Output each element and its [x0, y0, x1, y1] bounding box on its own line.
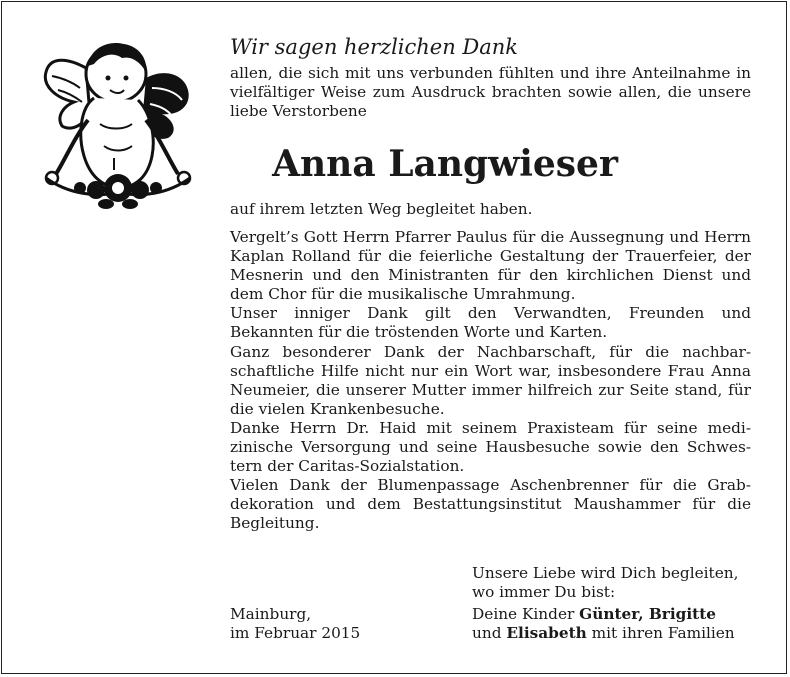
signature-names: Elisabeth	[506, 624, 587, 643]
signature-line-2	[472, 624, 735, 643]
thanks-paragraph: Vielen Dank der Blumenpassage Aschenbrenner für die Grabdekoration und dem Bestattungsinstitut Maushammer für die Begleitung.	[230, 476, 751, 533]
deceased-name: Anna Langwieser	[272, 143, 618, 185]
signature-prefix: Deine Kinder	[472, 605, 580, 623]
after-name-text: auf ihrem letzten Weg begleitet haben.	[230, 200, 533, 218]
signature-line-1	[472, 605, 735, 624]
notice-heading: Wir sagen herzlichen Dank	[230, 35, 519, 59]
place-date	[230, 605, 360, 643]
thanks-paragraph: Ganz besonderer Dank der Nachbarschaft, für die nachbarschaftliche Hilfe nicht nur ein Wort war, insbesondere Frau Anna Neumeier, die unserer Mutter immer hilfreich zur Seite stand, für die vielen Krankenbesuche.	[230, 342, 751, 418]
cherub-angel-icon	[28, 28, 208, 220]
signature-prefix: und	[472, 624, 507, 643]
place: Mainburg,	[230, 605, 312, 623]
closing-line: Unsere Liebe wird Dich begleiten,	[472, 564, 739, 582]
signature-suffix: mit ihren Familien	[586, 624, 735, 643]
date: im Februar 2015	[230, 624, 361, 643]
signature	[472, 605, 735, 643]
closing-line: wo immer Du bist:	[472, 583, 616, 602]
closing-verse	[472, 564, 738, 602]
thanks-paragraph: Danke Herrn Dr. Haid mit seinem Praxisteam für seine medizinische Versorgung und seine Hausbesuche sowie den Schwestern der Caritas-Sozialstation.	[230, 418, 751, 476]
intro-text: allen, die sich mit uns verbunden fühlten und ihre Anteilnahme in vielfältiger Weise zum Ausdruck brachten sowie allen, die unsere liebe Verstorbene	[230, 64, 751, 121]
signature-names: Günter, Brigitte	[579, 605, 717, 623]
thanks-paragraph: Unser inniger Dank gilt den Verwandten, Freunden und Bekannten für die tröstenden Worte und Karten.	[230, 304, 751, 342]
thanks-paragraph: Vergelt’s Gott Herrn Pfarrer Paulus für die Aussegnung und Herrn Kaplan Rolland für die feierliche Gestaltung der Trauerfeier, der Mesnerin und den Ministranten für den kirchlichen Dienst und dem Chor für die musikalische Umrahmung.	[230, 228, 751, 304]
thanks-body	[230, 228, 751, 534]
